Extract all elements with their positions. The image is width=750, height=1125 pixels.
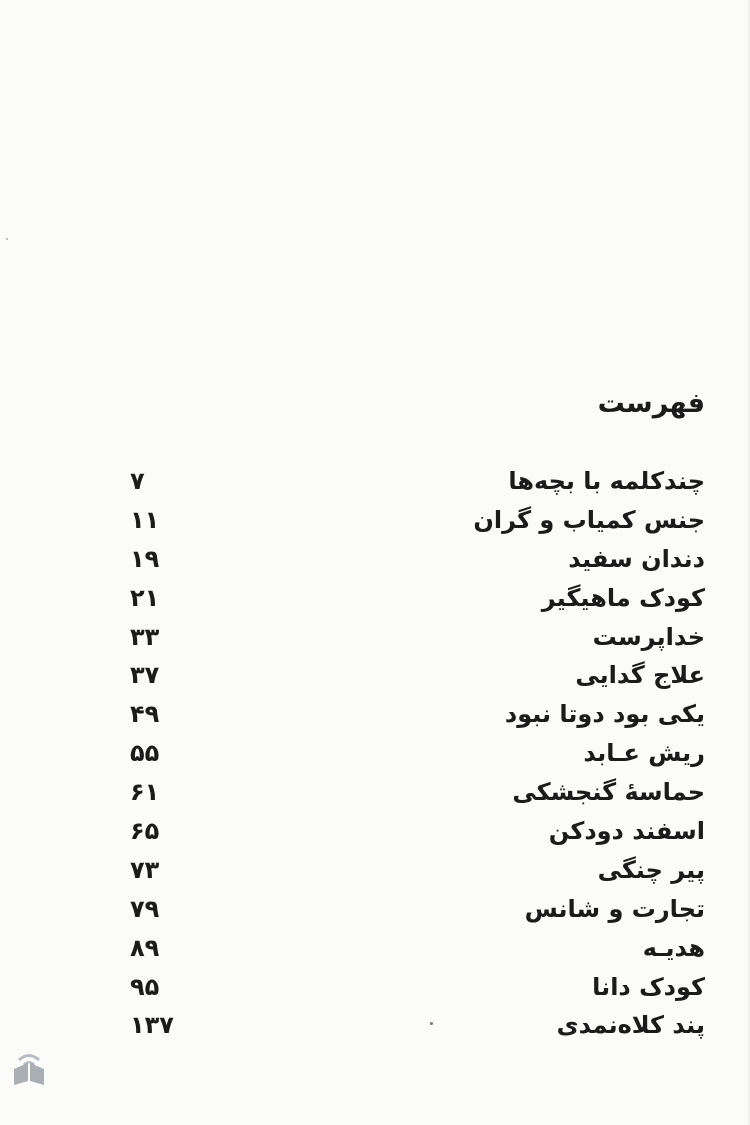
toc-row[interactable] — [130, 462, 705, 501]
toc-entry-title: اسفند دودکن — [548, 817, 705, 846]
toc-row[interactable] — [130, 773, 705, 812]
toc-entry-title: ریش عـابد — [583, 739, 705, 768]
toc-entry-title: هدیـه — [642, 933, 705, 962]
toc-entry-title: چندکلمه با بچه‌ها — [508, 467, 705, 495]
paper-speck — [6, 238, 8, 240]
toc-entry-title: کودک ماهیگیر — [541, 583, 705, 612]
toc-entry-title: کودک دانا — [592, 972, 705, 1001]
toc-entry-page: ۴۹ — [130, 700, 160, 729]
toc-row[interactable] — [130, 968, 705, 1007]
toc-entry-page: ۱۹ — [130, 544, 160, 573]
toc-entry-page: ۶۱ — [130, 778, 160, 807]
toc-row[interactable] — [130, 812, 705, 851]
toc-entry-title: یکی بود دوتا نبود — [504, 700, 705, 729]
toc-entry-page: ۷۳ — [130, 855, 160, 884]
toc-row[interactable] — [130, 618, 705, 657]
toc-row[interactable] — [130, 656, 705, 695]
toc-entry-title: پند کلاه‌نمدی — [556, 1011, 705, 1040]
toc-entry-page: ۱۱ — [130, 505, 160, 534]
toc-heading: فهرست — [597, 388, 705, 419]
toc-entry-page: ۳۷ — [130, 661, 160, 690]
toc-row[interactable] — [130, 695, 705, 734]
toc-entry-page: ۶۵ — [130, 817, 160, 846]
toc-row[interactable] — [130, 1006, 705, 1045]
toc-row[interactable] — [130, 851, 705, 890]
paper-speck — [430, 1022, 433, 1025]
toc-entry-title: دندان سفید — [568, 544, 705, 573]
toc-entry-title: جنس کمیاب و گران — [473, 505, 705, 534]
toc-row[interactable] — [130, 540, 705, 579]
toc-entry-title: پیر چنگی — [597, 855, 705, 884]
toc-entry-page: ۲۱ — [130, 583, 160, 612]
toc-entry-page: ۳۳ — [130, 622, 160, 651]
toc-entry-title: خداپرست — [592, 622, 705, 651]
toc-entry-page: ۸۹ — [130, 933, 160, 962]
toc-row[interactable] — [130, 929, 705, 968]
toc-list — [130, 462, 705, 1045]
toc-row[interactable] — [130, 501, 705, 540]
toc-entry-page: ۷ — [130, 467, 145, 495]
toc-entry-page: ۱۳۷ — [130, 1011, 174, 1040]
toc-entry-page: ۵۵ — [130, 739, 160, 768]
book-logo-icon — [8, 1045, 52, 1089]
toc-entry-title: حماسهٔ گنجشکی — [512, 778, 705, 807]
toc-entry-title: تجارت و شانس — [524, 894, 705, 923]
toc-row[interactable] — [130, 890, 705, 929]
toc-entry-page: ۷۹ — [130, 894, 160, 923]
toc-row[interactable] — [130, 734, 705, 773]
toc-row[interactable] — [130, 579, 705, 618]
toc-entry-page: ۹۵ — [130, 972, 160, 1001]
toc-entry-title: علاج گدایی — [575, 661, 705, 690]
